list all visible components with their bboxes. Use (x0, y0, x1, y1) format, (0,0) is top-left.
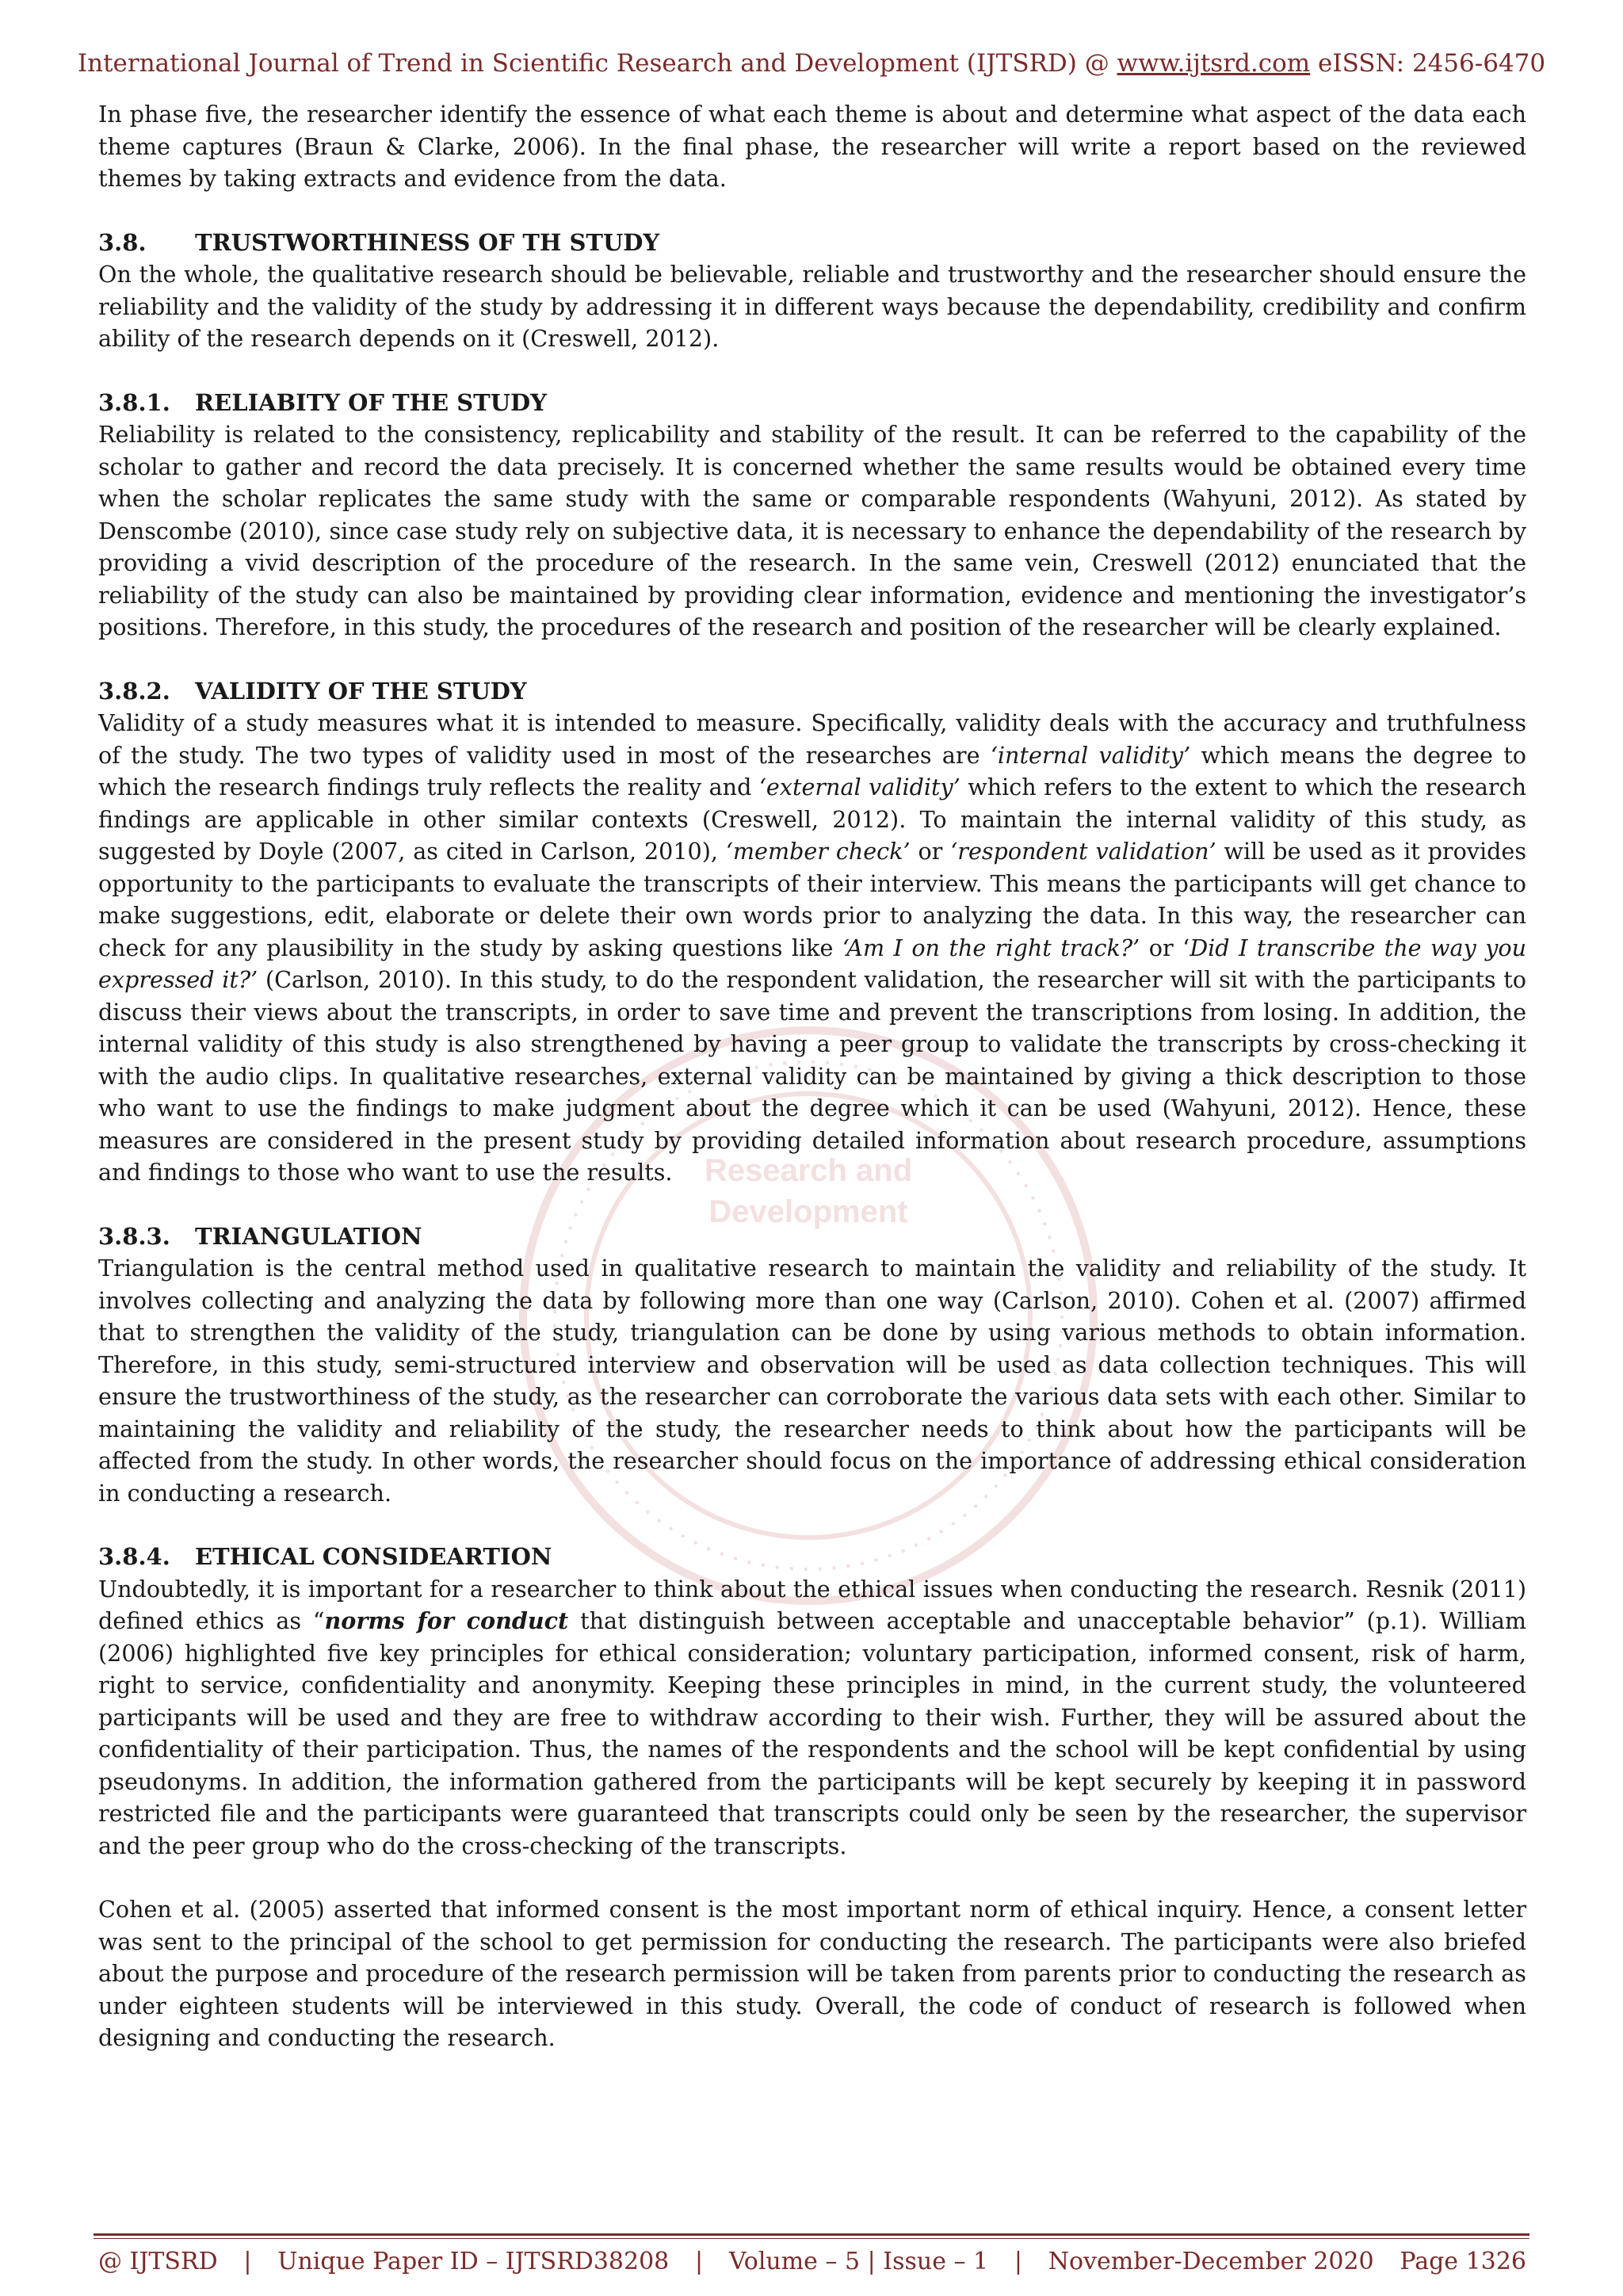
footer-separator: | (695, 2248, 704, 2275)
section-title: VALIDITY OF THE STUDY (195, 677, 527, 705)
section-3-8-2-heading (98, 675, 1526, 708)
intro-paragraph: In phase five, the researcher identify the essence of what each theme is about and determine what aspect of the data each theme captures (Braun & Clarke, 2006). In the final phase, the researcher will write a report based on the reviewed themes by taking extracts and evidence from the data. (98, 101, 1526, 192)
section-3-8-3-paragraph: Triangulation is the central method used in qualitative research to maintain the validity and reliability of the study. It involves collecting and analyzing the data by following more than one way (Carlson, 2010). Cohen et al. (2007) affirmed that to strengthen the validity of the study, triangulation can be done by using various methods to obtain information. Therefore, in this study, semi-structured interview and observation will be used as data collection techniques. This will ensure the trustworthiness of the study, as the researcher can corroborate the various data sets with each other. Similar to maintaining the validity and reliability of the study, the researcher needs to think about how the participants will be affected from the study. In other words, the researcher should focus on the importance of addressing ethical consideration in conducting a research. (98, 1255, 1526, 1507)
italic-question: ‘Am I on the right track?’ (842, 934, 1140, 961)
page-footer (98, 2248, 1526, 2275)
section-3-8-paragraph: On the whole, the qualitative research should be believable, reliable and trustworthy and the researcher should ensure the reliability and the validity of the study by addressing it in different ways because the dependability, credibility and confirm ability of the research depends on it (Creswell, 2012). (98, 261, 1526, 352)
italic-term: ‘respondent validation’ (950, 838, 1216, 865)
italic-term: ‘member check’ (725, 838, 911, 865)
section-number: 3.8.2. (98, 677, 170, 705)
section-title: TRIANGULATION (195, 1222, 422, 1250)
footer-rule-thin (94, 2238, 1529, 2239)
section-3-8-heading (98, 227, 1526, 259)
section-3-8-2-paragraph: Validity of a study measures what it is intended to measure. Specifically, validity deals with the accuracy and truthfulness of the study. The two types of validity used in most of the researches are ‘internal validity’ which means the degree to which the research findings truly reflects the reality and ‘external validity’ which refers to the extent to which the research findings are applicable in other similar contexts (Creswell, 2012). To maintain the internal validity of this study, as suggested by Doyle (2007, as cited in Carlson, 2010), ‘member check’ or ‘respondent validation’ will be used as it provides opportunity to the participants to evaluate the transcripts of their interview. This means the participants will get chance to make suggestions, edit, elaborate or delete their own words prior to analyzing the data. In this way, the researcher can check for any plausibility in the study by asking questions like ‘Am I on the right track?’ or ‘Did I transcribe the way you expressed it?’ (Carlson, 2010). In this study, to do the respondent validation, the researcher will sit with the participants to discuss their views about the transcripts, in order to save time and prevent the transcriptions from losing. In addition, the internal validity of this study is also strengthened by having a peer group to validate the transcripts by cross-checking it with the audio clips. In qualitative researches, external validity can be maintained by giving a thick description to those who want to use the findings to make judgment about the degree which it can be used (Wahyuni, 2012). Hence, these measures are considered in the present study by providing detailed information about research procedure, assumptions and findings to those who want to use the results. (98, 709, 1527, 1186)
section-3-8-3-heading (98, 1221, 1526, 1253)
bold-italic-term: norms for conduct (324, 1607, 569, 1634)
section-3-8-1-paragraph: Reliability is related to the consistency, replicability and stability of the result. It can be referred to the capability of the scholar to gather and record the data precisely. It is concerned whether the same results would be obtained every time when the scholar replicates the same study with the same or comparable respondents (Wahyuni, 2012). As stated by Denscombe (2010), since case study rely on subjective data, it is necessary to enhance the dependability of the research by providing a vivid description of the procedure of the research. In the same vein, Creswell (2012) enunciated that the reliability of the study can also be maintained by providing clear information, evidence and mentioning the investigator’s positions. Therefore, in this study, the procedures of the research and position of the researcher will be clearly explained. (98, 421, 1526, 640)
section-3-8-4-paragraph: Undoubtedly, it is important for a researcher to think about the ethical issues when conducting the research. Resnik (2011) defined ethics as “norms for conduct that distinguish between acceptable and unacceptable behavior” (p.1). William (2006) highlighted five key principles for ethical consideration; voluntary participation, informed consent, risk of harm, right to service, confidentiality and anonymity. Keeping these principles in mind, in the current study, the volunteered participants will be used and they are free to withdraw according to their wish. Further, they will be assured about the confidentiality of their participation. Thus, the names of the respondents and the school will be kept confidential by using pseudonyms. In addition, the information gathered from the participants will be kept securely by keeping it in password restricted file and the participants were guaranteed that transcripts could only be seen by the researcher, the supervisor and the peer group who do the cross-checking of the transcripts. (98, 1575, 1526, 1859)
watermark-line-2: Development (708, 1194, 908, 1229)
italic-term: ‘external validity’ (758, 774, 960, 800)
footer-rule (94, 2233, 1529, 2236)
footer-journal: @ IJTSRD (98, 2248, 218, 2275)
section-number: 3.8.3. (98, 1222, 170, 1250)
section-title: RELIABITY OF THE STUDY (195, 388, 547, 416)
footer-volume-issue: Volume – 5 | Issue – 1 (728, 2248, 989, 2275)
section-number: 3.8.1. (98, 388, 170, 416)
footer-separator: | (1014, 2248, 1022, 2275)
journal-website-link[interactable]: www.ijtsrd.com (1117, 49, 1311, 78)
footer-page-number: Page 1326 (1400, 2248, 1526, 2275)
section-3-8-4-heading (98, 1541, 1526, 1573)
section-number: 3.8.4. (98, 1543, 170, 1570)
watermark-line-1: Research and (704, 1153, 913, 1188)
page-body (98, 98, 1526, 2054)
footer-separator: | (243, 2248, 252, 2275)
footer-paper-id: Unique Paper ID – IJTSRD38208 (277, 2248, 670, 2275)
italic-term: ‘internal validity’ (990, 741, 1191, 769)
section-number: 3.8. (98, 228, 147, 256)
running-header (0, 49, 1623, 78)
section-title: ETHICAL CONSIDEARTION (195, 1543, 552, 1570)
header-journal-name: International Journal of Trend in Scientific Research and Development (IJTSRD) @ (77, 49, 1117, 78)
section-3-8-1-heading (98, 387, 1526, 419)
footer-date: November-December 2020 (1048, 2248, 1374, 2275)
header-eissn: eISSN: 2456-6470 (1310, 49, 1546, 78)
italic-question: Did I transcribe the way you expressed it?’ (98, 934, 1526, 993)
section-title: TRUSTWORTHINESS OF TH STUDY (195, 228, 660, 256)
section-3-8-4-paragraph-2: Cohen et al. (2005) asserted that informed consent is the most important norm of ethical inquiry. Hence, a consent letter was sent to the principal of the school to get permission for conducting the research. The participants were also briefed about the purpose and procedure of the research permission will be taken from parents prior to conducting the research as under eighteen students will be interviewed in this study. Overall, the code of conduct of research is followed when designing and conducting the research. (98, 1896, 1526, 2051)
